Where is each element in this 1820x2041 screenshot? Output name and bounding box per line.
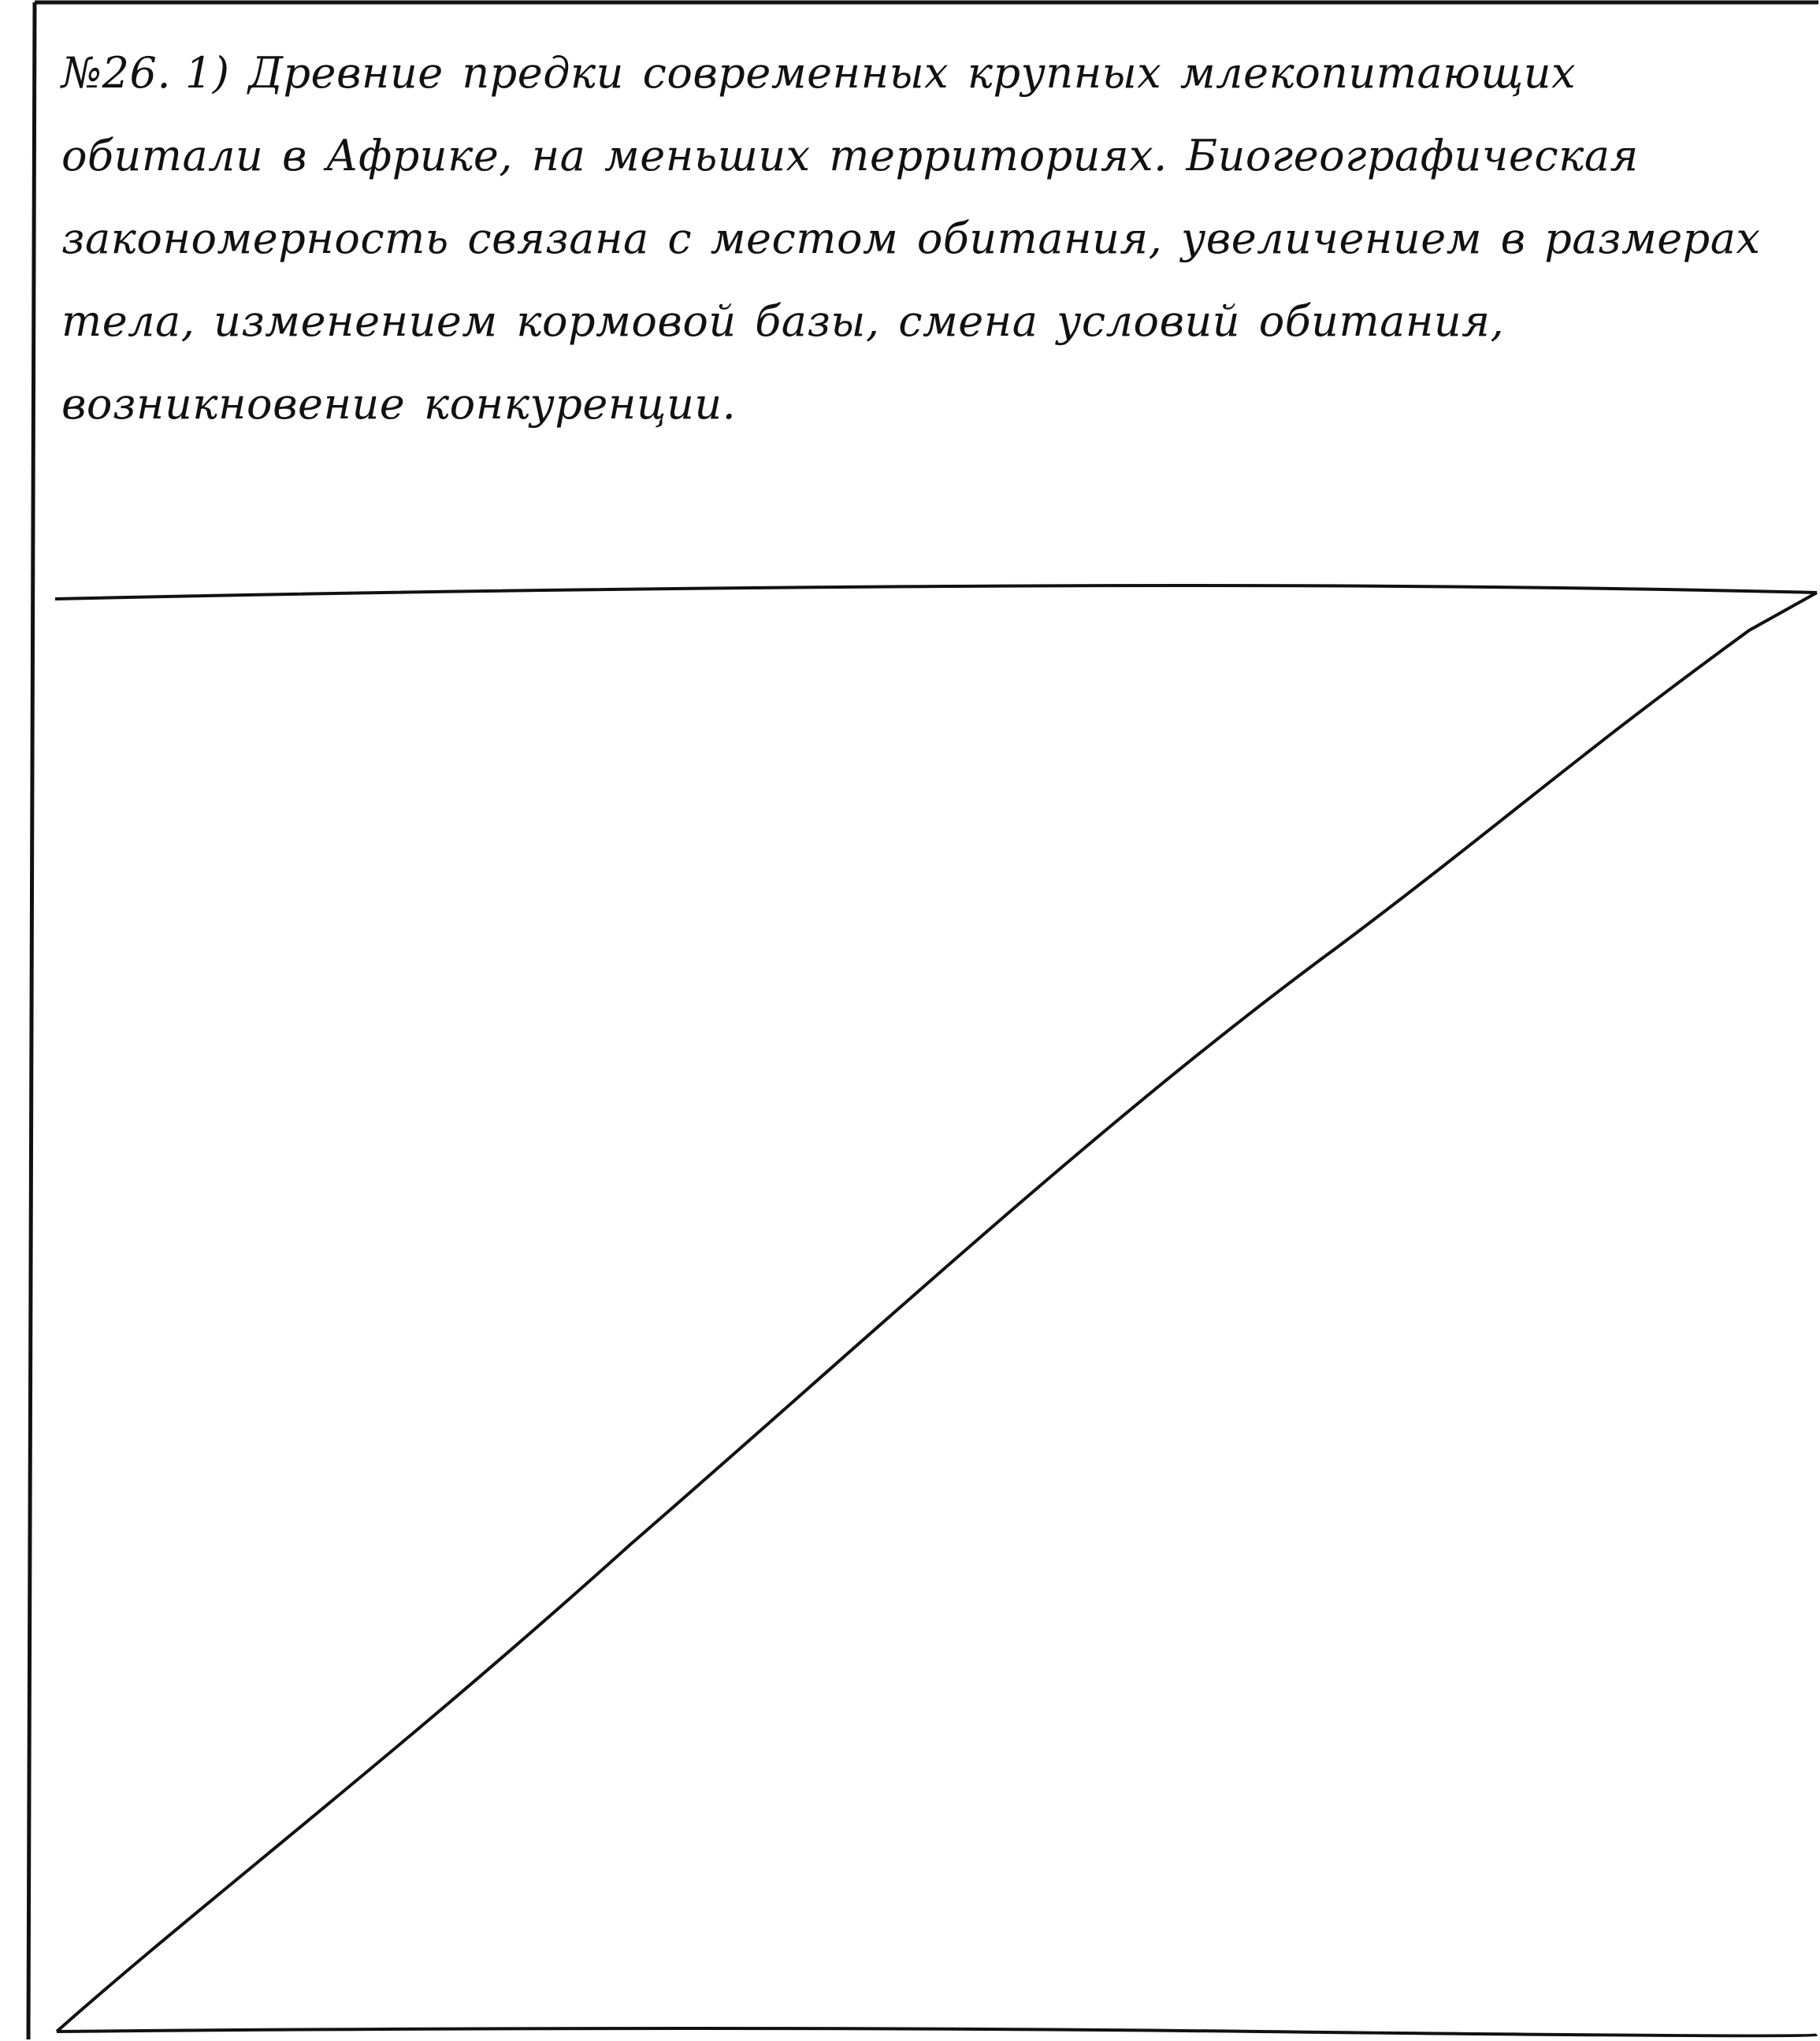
frame-bottom-line (57, 2028, 1817, 2035)
answer-body: 1) Древние предки современных крупных млекопитающих обитали в Африке, на меньших территориях. Биогеографическая закономерность связана с местом обитания, увеличением в размерах тела, изменением кормовой базы, смена условий обитания, возникновение конкуренции. (61, 48, 1761, 429)
question-number: №26. (61, 48, 171, 98)
text-underline (55, 586, 1817, 599)
empty-space-diagonal (57, 593, 1817, 2032)
frame-left-border (28, 2, 35, 2039)
handwritten-answer (61, 32, 1779, 445)
